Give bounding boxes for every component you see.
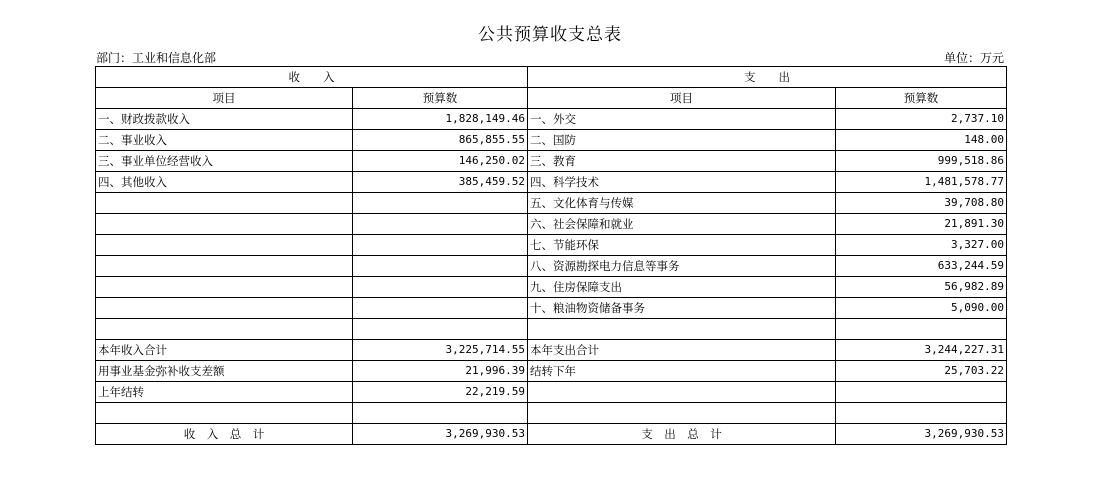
expense-item-cell: 七、节能环保 (528, 235, 836, 256)
expense-item-header: 项目 (528, 88, 836, 109)
income-value-cell (353, 403, 528, 424)
expense-item-cell (528, 382, 836, 403)
table-row (96, 382, 1007, 403)
expense-value-cell: 21,891.30 (836, 214, 1007, 235)
unit-label: 单位：万元 (943, 51, 1004, 65)
table-row (96, 256, 1007, 277)
expense-value-cell: 148.00 (836, 130, 1007, 151)
expense-total-label: 支 出 总 计 (528, 424, 836, 445)
department-label: 部门：工业和信息化部 (96, 51, 217, 65)
table-row (96, 109, 1007, 130)
income-item-cell: 四、其他收入 (96, 172, 353, 193)
income-item-cell (96, 235, 353, 256)
expense-item-cell (528, 319, 836, 340)
expense-value-cell: 633,244.59 (836, 256, 1007, 277)
table-row (96, 130, 1007, 151)
expense-value-cell: 999,518.86 (836, 151, 1007, 172)
income-value-cell (353, 298, 528, 319)
income-item-cell: 三、事业单位经营收入 (96, 151, 353, 172)
income-value-cell (353, 319, 528, 340)
income-item-cell: 用事业基金弥补收支差额 (96, 361, 353, 382)
table-row (96, 277, 1007, 298)
expense-item-cell: 本年支出合计 (528, 340, 836, 361)
income-item-cell: 一、财政拨款收入 (96, 109, 353, 130)
income-value-cell: 146,250.02 (353, 151, 528, 172)
income-item-header: 项目 (96, 88, 353, 109)
column-header-row (96, 88, 1007, 109)
income-value-cell: 865,855.55 (353, 130, 528, 151)
expense-value-cell: 56,982.89 (836, 277, 1007, 298)
income-item-cell (96, 214, 353, 235)
table-row (96, 319, 1007, 340)
table-row (96, 172, 1007, 193)
expense-value-cell: 39,708.80 (836, 193, 1007, 214)
expense-item-cell: 九、住房保障支出 (528, 277, 836, 298)
section-header-row (96, 67, 1007, 88)
income-item-cell (96, 256, 353, 277)
budget-table-body (96, 67, 1007, 424)
table-row (96, 298, 1007, 319)
expense-item-cell: 八、资源勘探电力信息等事务 (528, 256, 836, 277)
income-value-cell: 385,459.52 (353, 172, 528, 193)
income-item-cell (96, 277, 353, 298)
expense-value-cell (836, 382, 1007, 403)
income-item-cell (96, 193, 353, 214)
income-item-cell (96, 403, 353, 424)
table-row (96, 340, 1007, 361)
expense-item-cell: 二、国防 (528, 130, 836, 151)
income-item-cell: 上年结转 (96, 382, 353, 403)
expense-budget-header: 预算数 (836, 88, 1007, 109)
expense-item-cell: 三、教育 (528, 151, 836, 172)
budget-table (95, 66, 1007, 445)
expense-value-cell: 3,327.00 (836, 235, 1007, 256)
expense-value-cell (836, 403, 1007, 424)
expense-total-value: 3,269,930.53 (836, 424, 1007, 445)
income-item-cell (96, 319, 353, 340)
income-header: 收 入 (96, 67, 528, 88)
expense-item-cell: 六、社会保障和就业 (528, 214, 836, 235)
expense-value-cell: 25,703.22 (836, 361, 1007, 382)
income-value-cell: 22,219.59 (353, 382, 528, 403)
expense-value-cell (836, 319, 1007, 340)
income-value-cell (353, 256, 528, 277)
income-value-cell (353, 277, 528, 298)
income-item-cell (96, 298, 353, 319)
income-total-label: 收 入 总 计 (96, 424, 353, 445)
expense-item-cell: 十、粮油物资储备事务 (528, 298, 836, 319)
page-title: 公共预算收支总表 (478, 25, 622, 45)
income-value-cell (353, 193, 528, 214)
table-row (96, 214, 1007, 235)
expense-value-cell: 1,481,578.77 (836, 172, 1007, 193)
income-value-cell: 1,828,149.46 (353, 109, 528, 130)
table-row (96, 403, 1007, 424)
income-total-value: 3,269,930.53 (353, 424, 528, 445)
income-value-cell: 21,996.39 (353, 361, 528, 382)
table-row (96, 361, 1007, 382)
expense-header: 支 出 (528, 67, 1007, 88)
income-item-cell: 二、事业收入 (96, 130, 353, 151)
expense-item-cell: 五、文化体育与传媒 (528, 193, 836, 214)
income-value-cell (353, 235, 528, 256)
income-value-cell (353, 214, 528, 235)
expense-value-cell: 5,090.00 (836, 298, 1007, 319)
expense-value-cell: 2,737.10 (836, 109, 1007, 130)
income-value-cell: 3,225,714.55 (353, 340, 528, 361)
total-row (96, 424, 1007, 445)
expense-item-cell (528, 403, 836, 424)
table-row (96, 193, 1007, 214)
income-item-cell: 本年收入合计 (96, 340, 353, 361)
table-row (96, 151, 1007, 172)
expense-item-cell: 一、外交 (528, 109, 836, 130)
income-budget-header: 预算数 (353, 88, 528, 109)
expense-value-cell: 3,244,227.31 (836, 340, 1007, 361)
table-row (96, 235, 1007, 256)
expense-item-cell: 结转下年 (528, 361, 836, 382)
expense-item-cell: 四、科学技术 (528, 172, 836, 193)
